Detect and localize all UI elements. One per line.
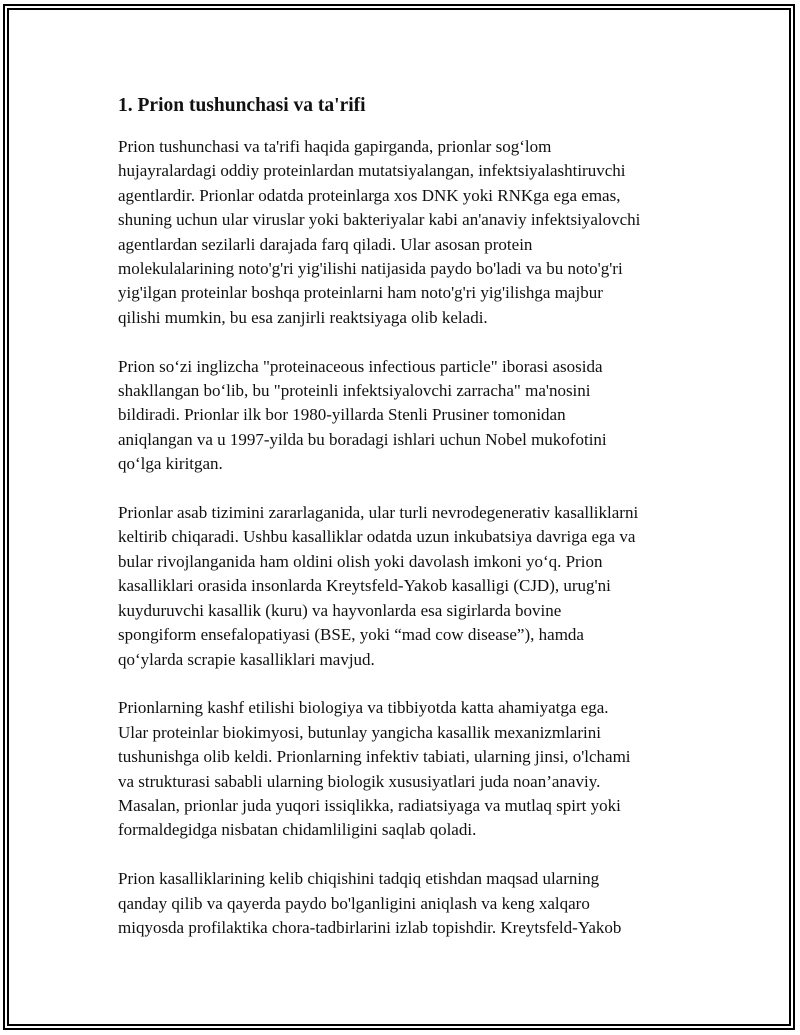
text-line: Prionlar asab tizimini zararlaganida, ular turli nevrodegenerativ kasalliklarni	[118, 503, 639, 523]
text-line: molekulalarining noto'g'ri yig'ilishi natijasida paydo bo'ladi va bu noto'g'ri	[118, 259, 623, 279]
text-line: Prionlarning kashf etilishi biologiya va tibbiyotda katta ahamiyatga ega.	[118, 698, 609, 718]
text-line: tushunishga olib keldi. Prionlarning infektiv tabiati, ularning jinsi, o'lchami	[118, 747, 631, 767]
text-line: hujayralardagi oddiy proteinlardan mutatsiyalangan, infektsiyalashtiruvchi	[118, 161, 626, 181]
text-line: bular rivojlanganida ham oldini olish yoki davolash imkoni yo‘q. Prion	[118, 551, 603, 571]
text-line: shuning uchun ular viruslar yoki bakteriyalar kabi an'anaviy infektsiyalovchi	[118, 210, 641, 230]
text-line: agentlardan sezilarli darajada farq qiladi. Ular asosan protein	[118, 234, 533, 254]
text-line: Prion kasalliklarining kelib chiqishini tadqiq etishdan maqsad ularning	[118, 869, 600, 889]
text-line: bildiradi. Prionlar ilk bor 1980-yillarda Stenli Prusiner tomonidan	[118, 405, 566, 425]
paragraph-diseases	[118, 501, 698, 672]
text-line: Prion tushunchasi va ta'rifi haqida gapirganda, prionlar sog‘lom	[118, 137, 552, 156]
section-heading: 1. Prion tushunchasi va ta'rifi	[118, 95, 366, 116]
text-line: Prion so‘zi inglizcha "proteinaceous infectious particle" iborasi asosida	[118, 356, 603, 376]
text-line: va strukturasi sababli ularning biologik xususiyatlari juda noan’anaviy.	[118, 771, 601, 791]
text-line: kuyduruvchi kasallik (kuru) va hayvonlarda esa sigirlarda bovine	[118, 600, 562, 620]
text-line: qo‘ylarda scrapie kasalliklari mavjud.	[118, 649, 375, 669]
text-line: qanday qilib va qayerda paydo bo'lganligini aniqlash va keng xalqaro	[118, 893, 590, 913]
text-line: keltirib chiqaradi. Ushbu kasalliklar odatda uzun inkubatsiya davriga ega va	[118, 527, 636, 547]
text-line: Ular proteinlar biokimyosi, butunlay yangicha kasallik mexanizmlarini	[118, 722, 601, 742]
text-line: Masalan, prionlar juda yuqori issiqlikka, radiatsiyaga va mutlaq spirt yoki	[118, 795, 621, 815]
text-line: spongiform ensefalopatiyasi (BSE, yoki “mad cow disease”), hamda	[118, 625, 584, 645]
text-line: yig'ilgan proteinlar boshqa proteinlarni ham noto'g'ri yig'ilishga majbur	[118, 283, 603, 303]
text-line: kasalliklari orasida insonlarda Kreytsfeld-Yakob kasalligi (CJD), urug'ni	[118, 576, 611, 596]
text-line: formaldegidga nisbatan chidamliligini saqlab qoladi.	[118, 820, 477, 840]
text-line: agentlardir. Prionlar odatda proteinlarga xos DNK yoki RNKga ega emas,	[118, 185, 621, 205]
paragraph-definition	[118, 135, 698, 330]
text-line: qilishi mumkin, bu esa zanjirli reaktsiyaga olib keladi.	[118, 307, 488, 327]
document-body	[118, 93, 698, 965]
paragraph-etymology	[118, 355, 698, 477]
paragraph-research-goal	[118, 867, 698, 940]
paragraph-significance	[118, 696, 698, 842]
text-line: qo‘lga kiritgan.	[118, 454, 223, 474]
text-line: miqyosda profilaktika chora-tadbirlarini izlab topishdir. Kreytsfeld-Yakob	[118, 917, 622, 937]
text-line: shakllangan bo‘lib, bu "proteinli infektsiyalovchi zarracha" ma'nosini	[118, 381, 591, 401]
text-line: aniqlangan va u 1997-yilda bu boradagi ishlari uchun Nobel mukofotini	[118, 429, 607, 449]
